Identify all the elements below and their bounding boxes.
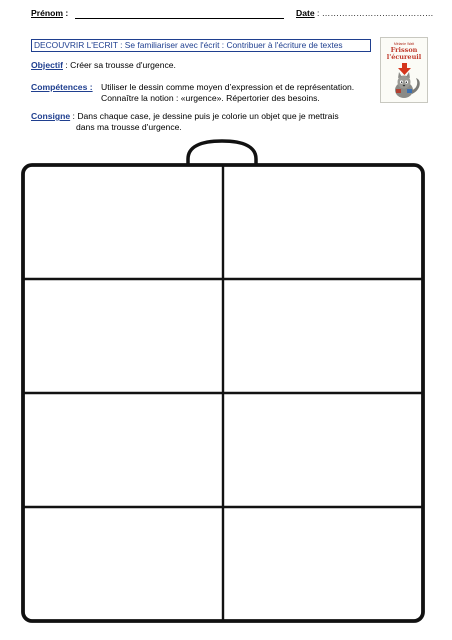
consigne-label: Consigne (31, 111, 71, 121)
drawing-cell[interactable] (226, 168, 420, 276)
competences-label: Compétences : (31, 82, 93, 92)
competences-line2: Connaître la notion : «urgence». Répertorier des besoins. (101, 93, 320, 103)
banner-text: DECOUVRIR L'ECRIT : Se familiariser avec l'écrit : Contribuer à l'écriture de textes (34, 40, 343, 50)
drawing-cell[interactable] (26, 510, 220, 618)
date-dotted-field[interactable]: : ………………………………… (317, 8, 434, 18)
book-cover-author: Mélanie Watt (393, 42, 415, 46)
drawing-cell[interactable] (26, 396, 220, 504)
consigne-line2: dans ma trousse d'urgence. (76, 122, 182, 132)
prenom-colon: : (65, 8, 69, 18)
objectif-label: Objectif (31, 60, 63, 70)
drawing-cell[interactable] (226, 282, 420, 390)
consigne-line1: : Dans chaque case, je dessine puis je colorie un objet que je mettrais (70, 111, 339, 121)
book-cover-title-line1: Frisson (390, 46, 418, 54)
drawing-cell[interactable] (26, 282, 220, 390)
competences-line1: Utiliser le dessin comme moyen d’expression et de représentation. (101, 82, 355, 92)
date-label: Date (296, 8, 315, 18)
book-cover-title-line2: l'écureuil (386, 53, 422, 61)
drawing-cell[interactable] (226, 396, 420, 504)
drawing-cell[interactable] (226, 510, 420, 618)
prenom-label: Prénom (31, 8, 63, 18)
drawing-cell[interactable] (26, 168, 220, 276)
objectif-text: : Créer sa trousse d'urgence. (63, 60, 176, 70)
